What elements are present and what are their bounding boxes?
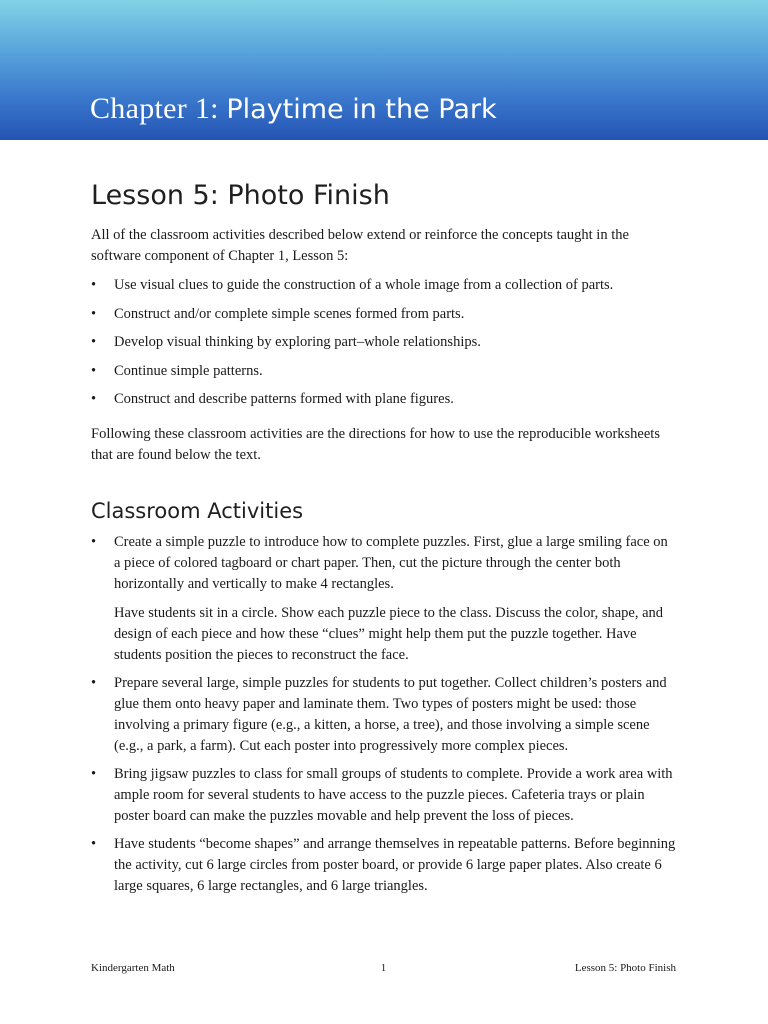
objective-item: • Develop visual thinking by exploring part–whole relationships. [91, 332, 676, 353]
activity-item [91, 834, 676, 897]
chapter-subtitle: Playtime in the Park [226, 94, 497, 125]
following-paragraph: Following these classroom activities are the directions for how to use the reproducible worksheets that are found below the text. [91, 426, 660, 464]
chapter-banner [0, 0, 768, 140]
chapter-title [90, 92, 497, 126]
activity-extra-text: Have students sit in a circle. Show each puzzle piece to the class. Discuss the color, shape, and design of each piece and how these “clues” might help them put the puzzle together. Have students position the pieces to reconstruct the face. [114, 605, 664, 664]
objectives-list [91, 275, 676, 410]
chapter-label: Chapter 1: [90, 92, 219, 125]
objective-item: • Construct and/or complete simple scenes formed from parts. [91, 304, 676, 325]
activity-text: • Create a simple puzzle to introduce how to complete puzzles. First, glue a large smiling face on a piece of colored tagboard or chart paper. Then, cut the picture through the center both horizontally and vertically to make 4 rectangles. [114, 534, 668, 593]
activity-item [91, 764, 676, 827]
page-footer [91, 962, 676, 978]
activity-item [91, 532, 676, 666]
section-title-classroom-activities: Classroom Activities [91, 499, 304, 524]
page-content [91, 178, 676, 904]
objective-item: • Use visual clues to guide the construction of a whole image from a collection of parts. [91, 275, 676, 296]
footer-course: Kindergarten Math [91, 962, 175, 974]
activity-text: • Bring jigsaw puzzles to class for small groups of students to complete. Provide a work area with ample room for several students to have access to the puzzle pieces. Cafeteria trays or plain poster board can make the puzzles movable and help prevent the loss of pieces. [114, 766, 673, 825]
activity-item [91, 673, 676, 757]
lesson-intro: All of the classroom activities described below extend or reinforce the concepts taught in the software component of Chapter 1, Lesson 5: [91, 227, 629, 264]
objective-item: • Construct and describe patterns formed with plane figures. [91, 389, 676, 410]
footer-page-number: 1 [380, 962, 387, 974]
objective-item: • Continue simple patterns. [91, 361, 676, 382]
lesson-title: Lesson 5: Photo Finish [91, 180, 390, 211]
activities-list [91, 532, 676, 897]
footer-lesson: Lesson 5: Photo Finish [574, 962, 676, 974]
activity-text: • Prepare several large, simple puzzles for students to put together. Collect children’s posters and glue them onto heavy paper and laminate them. Two types of posters might be used: those involving a primary figure (e.g., a kitten, a horse, a tree), and those involving a simple scene (e.g., a park, a farm). Cut each poster into progressively more complex pieces. [114, 675, 667, 755]
activity-text: • Have students “become shapes” and arrange themselves in repeatable patterns. Before beginning the activity, cut 6 large circles from poster board, or provide 6 large paper plates. Also create 6 large squares, 6 large rectangles, and 6 large triangles. [114, 836, 676, 895]
